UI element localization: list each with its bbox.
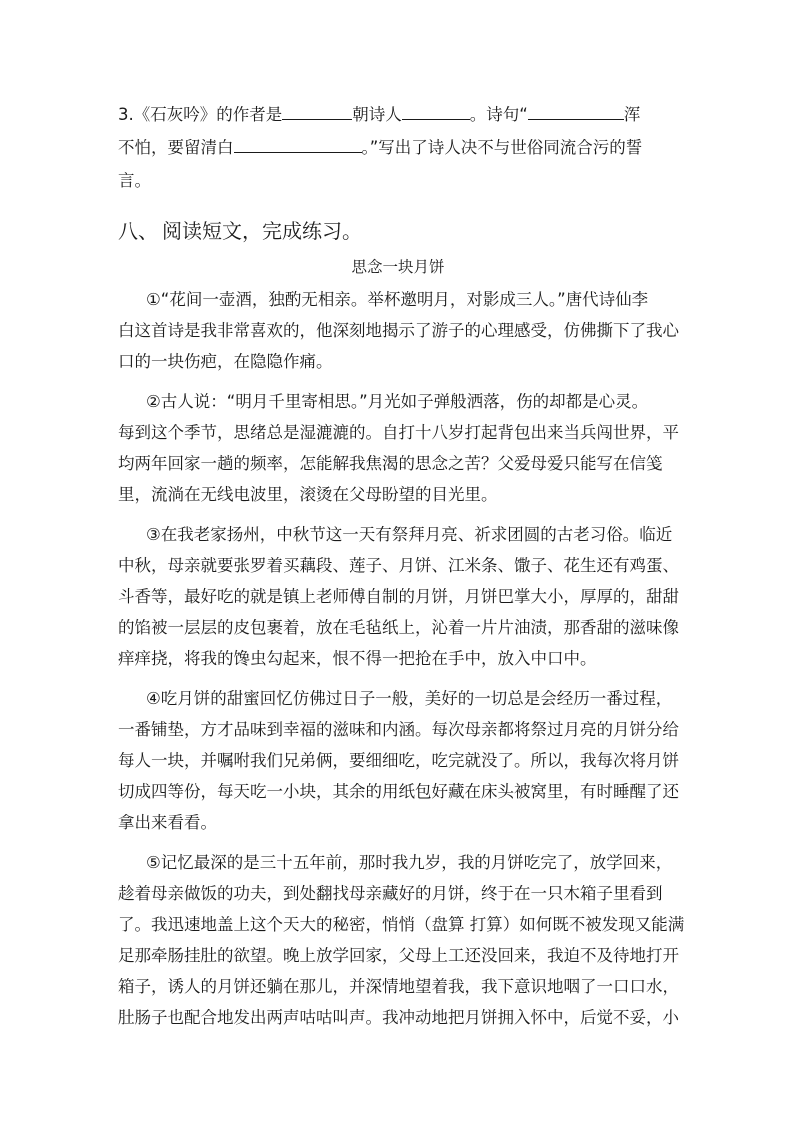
fill-blank-verse-1[interactable]	[528, 101, 624, 120]
paragraph-line: 足那牵肠挂肚的欲望。晚上放学回家，父母上工还没回来，我迫不及待地打开	[118, 946, 679, 965]
paragraph-line: 一番铺垫，方才品味到幸福的滋味和内涵。每次母亲都将祭过月亮的月饼分给	[118, 720, 679, 739]
paragraph-line: ②古人说：“明月千里寄相思。”月光如子弹般洒落，伤的却都是心灵。	[146, 392, 649, 411]
paragraph-line: ①“花间一壶酒，独酌无相亲。举杯邀明月，对影成三人。”唐代诗仙李	[146, 290, 649, 309]
paragraph-line: 中秋，母亲就要张罗着买藕段、莲子、月饼、江米条、馓子、花生还有鸡蛋、	[118, 556, 679, 575]
paragraph-line: 的馅被一层层的皮包裹着，放在毛毡纸上，沁着一片片油渍，那香甜的滋味像	[118, 618, 679, 637]
article-paragraph-1	[118, 284, 678, 377]
paragraph-line: 里，流淌在无线电波里，滚烫在父母盼望的目光里。	[118, 485, 498, 504]
paragraph-line: 箱子，诱人的月饼还躺在那儿，并深情地望着我，我下意识地咽了一口口水，	[118, 977, 679, 996]
question-3-text-2a: 不怕，要留清白	[118, 138, 234, 157]
paragraph-line: 拿出来看看。	[118, 813, 217, 832]
paragraph-line: 每人一块，并嘱咐我们兄弟俩，要细细吃，吃完就没了。所以，我每次将月饼	[118, 751, 679, 770]
question-3-text-2b: 。”写出了诗人决不与世俗同流合污的誓	[361, 138, 643, 157]
fill-blank-verse-2[interactable]	[234, 134, 362, 153]
article-paragraph-5	[118, 847, 685, 1033]
paragraph-line: ④吃月饼的甜蜜回忆仿佛过日子一般，美好的一切总是会经历一番过程，	[146, 689, 673, 708]
paragraph-line: ⑤记忆最深的是三十五年前，那时我九岁，我的月饼吃完了，放学回来，	[146, 853, 673, 872]
paragraph-line: 白这首诗是我非常喜欢的，他深刻地揭示了游子的心理感受，仿佛撕下了我心	[118, 321, 679, 340]
article-paragraph-2	[118, 386, 678, 510]
paragraph-gap	[118, 838, 678, 847]
question-3-text-1b: 朝诗人	[352, 105, 402, 124]
fill-blank-dynasty[interactable]	[282, 101, 352, 120]
section-heading	[118, 214, 362, 248]
paragraph-line: 口的一块伤疤，在隐隐作痛。	[118, 352, 333, 371]
paragraph-line: 每到这个季节，思绪总是湿漉漉的。自打十八岁打起背包出来当兵闯世界，平	[118, 423, 679, 442]
question-3-line-1	[118, 98, 678, 131]
section-title: 阅读短文，完成练习。	[162, 219, 362, 243]
article-paragraph-3	[118, 519, 678, 674]
paragraph-line: 均两年回家一趟的频率，怎能解我焦渴的思念之苦？父爱母爱只能写在信笺	[118, 454, 663, 473]
question-3-line-3: 言。	[118, 171, 151, 190]
paragraph-line: 了。我迅速地盖上这个天大的秘密，悄悄（盘算 打算）如何既不被发现又能满	[118, 915, 685, 934]
question-3-line-2	[118, 131, 678, 164]
section-number: 八、	[118, 219, 158, 243]
paragraph-gap	[118, 510, 678, 519]
question-3-text-1c: 。诗句“	[469, 105, 528, 124]
article-paragraph-4	[118, 683, 678, 838]
paragraph-line: 痒痒挠，将我的馋虫勾起来，恨不得一把抢在手中，放入中口中。	[118, 649, 597, 668]
article-title: 思念一块月饼	[351, 258, 445, 276]
paragraph-line: 斗香等，最好吃的就是镇上老师傅自制的月饼，月饼巴掌大小，厚厚的，甜甜	[118, 587, 679, 606]
paragraph-gap	[118, 377, 678, 386]
paragraph-gap	[118, 674, 678, 683]
question-3-text-1d: 浑	[623, 105, 641, 124]
paragraph-line: 趁着母亲做饭的功夫，到处翻找母亲藏好的月饼，终于在一只木箱子里看到	[118, 884, 663, 903]
paragraph-line: 切成四等份，每天吃一小块，其余的用纸包好藏在床头被窝里，有时睡醒了还	[118, 782, 679, 801]
article-body	[118, 284, 685, 1033]
paragraph-line: 肚肠子也配合地发出两声咕咕叫声。我冲动地把月饼拥入怀中，后觉不妥，小	[118, 1008, 679, 1027]
paragraph-line: ③在我老家扬州，中秋节这一天有祭拜月亮、祈求团圆的古老习俗。临近	[146, 525, 673, 544]
fill-blank-poet[interactable]	[402, 101, 470, 120]
question-3	[118, 98, 678, 197]
question-3-text-1a: 3.《石灰吟》的作者是	[118, 105, 283, 124]
